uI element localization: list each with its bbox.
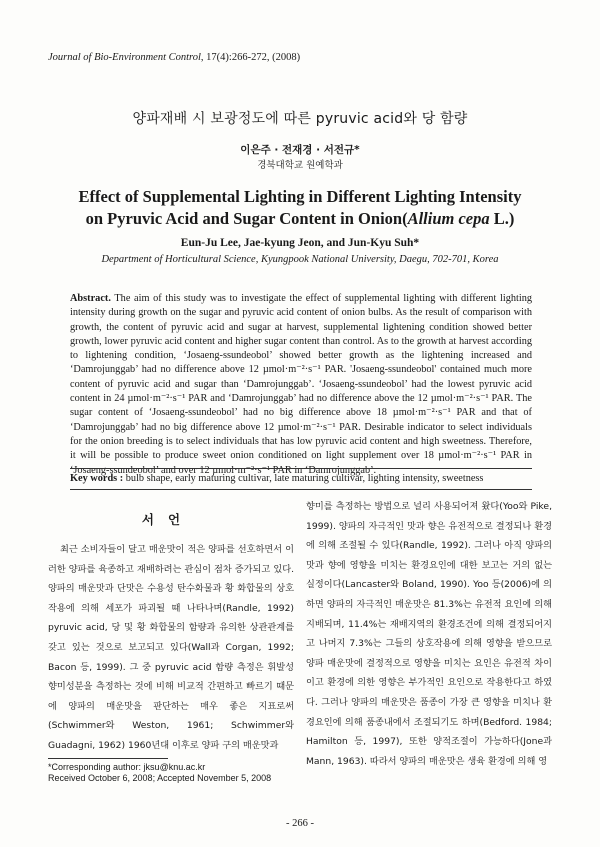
title-line2-post: L.) (489, 209, 515, 228)
keywords-label: Key words : (70, 473, 124, 484)
english-title (0, 186, 600, 230)
footnote (48, 762, 271, 784)
abstract (70, 292, 532, 478)
title-line2-pre: on Pyruvic Acid and Sugar Content in Onion( (85, 209, 408, 228)
journal-name: Journal of Bio-Environment Control (48, 52, 201, 63)
keywords-top-rule (70, 468, 532, 469)
keywords-text: bulb shape, early maturing cultivar, late maturing cultivar, lighting intensity, sweetness (123, 473, 484, 484)
korean-title: 양파재배 시 보광정도에 따른 pyruvic acid와 당 함량 (132, 111, 468, 127)
abstract-text: The aim of this study was to investigate the effect of supplemental lighting with different lighting intensity during growth on the sugar and pyruvic acid content of onion bulbs. As the result of comparison with growth, the content of pyruvic acid and sugar at harvest, supplemental lightening condition showed better growth, lower pyruvic acid content and higher sugar content than control. As to the growth at harvest according to lightening condition, ‘Josaeng-ssundeobol’ showed better growth as the lightening increased and ‘Damrojunggab’ had no difference above 12 µmol·m⁻²·s⁻¹ PAR. 'Josaeng-ssundeobol' contained much more content of pyruvic acid and sugar than ‘Damrojunggab’. ‘Josaeng-ssundeobol’ had the lowest pyruvic acid content in 24 µmol·m⁻²·s⁻¹ PAR and ‘Damrojunggab’ had no difference above the 12 µmol·m⁻²·s⁻¹ PAR. The sugar content of ‘Josaeng-ssundeobol’ had no big difference above 18 µmol·m⁻²·s⁻¹ PAR and that of ‘Damrojunggab’ had no big difference above 12 µmol·m⁻²·s⁻¹ PAR. Desirable indicator to select individuals for the onion breeding is to select individuals that has low pyruvic acid content and high sweetness. Therefore, it will be possible to produce sweet onion conditioned on light supplement over 18 µmol·m⁻²·s⁻¹ PAR in ‘Josaeng-ssundeobol’ and over 12 µmol·m⁻²·s⁻¹ PAR in ‘Damrojunggab’. (70, 293, 533, 476)
left-column (48, 540, 294, 756)
left-column-text: 최근 소비자들이 달고 매운맛이 적은 양파를 선호하면서 이러한 양파를 육종하고 재배하려는 관심이 점차 증가되고 있다. 양파의 매운맛과 단맛은 수용성 탄수화물과 황 화합물의 상호작용에 의해 세포가 파괴될 때 나타나며(Randle, 1992) pyruvic acid, 당 및 황 화합물의 함량과 유의한 상관관계를 갖고 있는 것으로 보고되고 있다(Wall과 Corgan, 1992; Bacon 등, 1999). 그 중 pyruvic acid 함량 측정은 휘발성 향미성분을 측정하는 것에 비해 비교적 간편하고 빠르기 때문에 양파의 매운맛을 판단하는 매우 좋은 지표로써 (Schwimmer와 Weston, 1961; Schwimmer와 Guadagni, 1962) 1960년대 이후로 양파 구의 매운맛과 (48, 544, 294, 751)
right-column (306, 497, 552, 771)
english-title-line1: Effect of Supplemental Lighting in Different Lighting Intensity (78, 187, 522, 206)
journal-volume: , 17(4):266-272, (2008) (200, 52, 301, 63)
species-name: Allium cepa (407, 209, 490, 228)
journal-citation (48, 52, 300, 63)
keywords-bottom-rule (70, 489, 532, 490)
korean-authors: 이은주 · 전재경 · 서전규* (240, 144, 360, 156)
corresponding-author: *Corresponding author: jksu@knu.ac.kr (48, 762, 206, 772)
english-affiliation: Department of Horticultural Science, Kyungpook National University, Daegu, 702-701, Korea (101, 254, 499, 265)
page-number: - 266 - (286, 818, 314, 829)
english-authors: Eun-Ju Lee, Jae-kyung Jeon, and Jun-Kyu Suh* (180, 237, 420, 249)
keywords (70, 473, 540, 484)
korean-affiliation: 경북대학교 원예학과 (257, 160, 343, 171)
english-title-line2 (0, 208, 600, 230)
footnote-rule (48, 758, 168, 759)
received-dates: Received October 6, 2008; Accepted November 5, 2008 (48, 773, 272, 783)
right-column-text: 향미를 측정하는 방법으로 널리 사용되어져 왔다(Yoo와 Pike, 1999). 양파의 자극적인 맛과 향은 유전적으로 결정되나 환경에 의해 조절될 수 있다(Randle, 1992). 그러나 아직 양파의 맛과 향에 영향을 미치는 환경요인에 대한 보고는 거의 없는 실정이다(Lancaster와 Boland, 1990). Yoo 등(2006)에 의하면 양파의 자극적인 매운맛은 81.3%는 유전적 요인에 의해 지배되며, 11.4%는 재배지역의 환경조건에 의해 결정되어지고 나머지 7.3%는 그들의 상호작용에 의해 영향을 받으므로 양파 매운맛에 결정적으로 영향을 미치는 요인은 유전적 차이이고 환경에 의한 영향은 부가적인 요인으로 작용한다고 하였다. 그러나 양파의 매운맛은 품종이 가장 큰 영향을 미치나 환경요인에 의해 품종내에서 조절되기도 하며(Bedford. 1984; Hamilton 등, 1997), 또한 양적조절이 가능하다(Jone과 Mann, 1963). 따라서 양파의 매운맛은 생육 환경에 의해 영 (306, 501, 552, 767)
section-heading: 서언 (141, 512, 195, 527)
abstract-label: Abstract. (70, 293, 111, 304)
